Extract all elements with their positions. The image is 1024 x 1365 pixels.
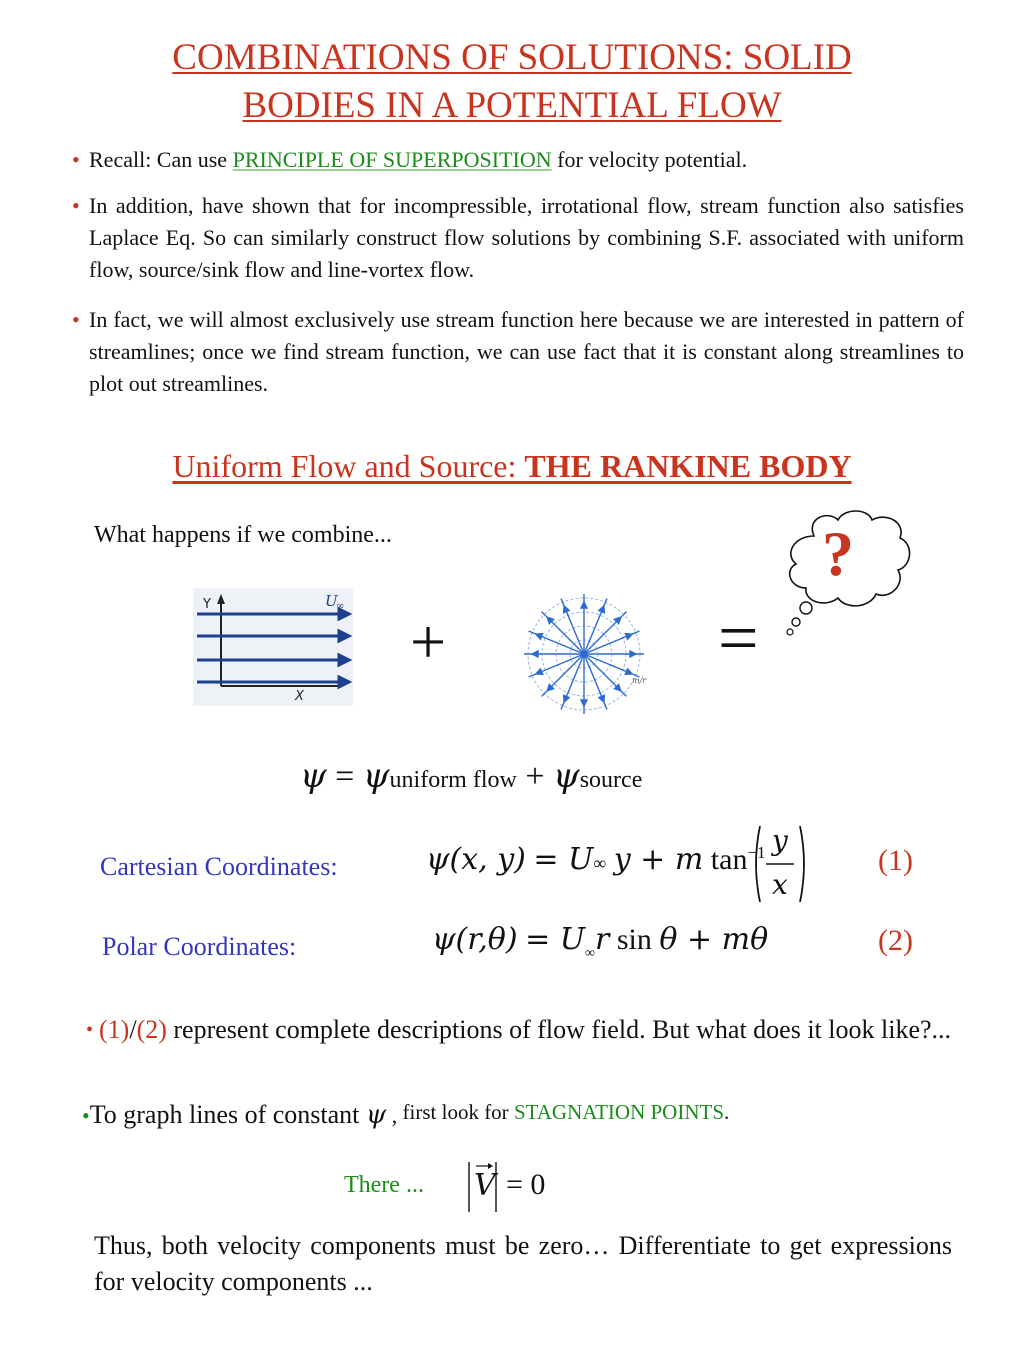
fraction-y-over-x: [752, 822, 808, 906]
fraction-numerator: y: [772, 824, 788, 857]
bullet-dot: •: [72, 307, 80, 332]
title-line-2: BODIES IN A POTENTIAL FLOW: [242, 85, 782, 126]
combine-prompt: What happens if we combine...: [94, 522, 392, 548]
bullet-text-pre: Recall: Can use: [89, 147, 233, 172]
infinity-subscript: ∞: [593, 853, 607, 873]
source-ray-arrowhead: [564, 695, 570, 702]
equals-zero: = 0: [506, 1168, 546, 1201]
fraction-denominator: x: [772, 868, 788, 901]
equals-operator: =: [718, 598, 759, 678]
source-ray-arrowhead: [536, 669, 543, 675]
cartesian-equation: [426, 842, 766, 877]
source-ray-arrowhead: [599, 606, 605, 613]
stagnation-text-post: .: [724, 1100, 730, 1124]
psi-subscript-source: source: [579, 767, 643, 793]
question-mark: ?: [822, 518, 854, 589]
sin-function: sin: [616, 923, 652, 956]
uniform-flow-u-label: U: [325, 592, 338, 610]
superposition-highlight: PRINCIPLE OF SUPERPOSITION: [232, 147, 552, 172]
stagnation-text-mid: first look for: [397, 1100, 514, 1124]
source-ray-arrowhead: [536, 634, 543, 640]
title-line-1: COMBINATIONS OF SOLUTIONS: SOLID: [172, 37, 852, 78]
stagnation-comma: ,: [386, 1103, 398, 1128]
polar-label: Polar Coordinates:: [102, 932, 297, 961]
source-label: m/r: [632, 676, 647, 685]
section-heading-bold: THE RANKINE BODY: [524, 448, 852, 484]
source-ray-arrowhead: [625, 634, 632, 640]
polar-rhs-r: r: [595, 922, 610, 957]
psi-symbol: ψ: [365, 1100, 387, 1130]
velocity-vector: V: [474, 1168, 496, 1203]
bullet-stream-function: [72, 304, 964, 400]
plus-sign: +: [516, 758, 554, 795]
there-label: There ...: [344, 1172, 424, 1198]
uniform-flow-figure: [193, 588, 353, 706]
polar-equation: [432, 922, 769, 961]
infinity-subscript: ∞: [585, 946, 596, 961]
stagnation-highlight: STAGNATION POINTS: [513, 1100, 725, 1124]
cartesian-lhs: ψ(x, y): [426, 842, 526, 877]
psi-subscript-uniform: uniform flow: [389, 767, 517, 793]
ref-equation-1: (1): [99, 1015, 130, 1044]
source-ray-arrowhead: [532, 651, 538, 657]
plus-operator: +: [410, 606, 447, 677]
bullet-dot: •: [82, 1103, 90, 1128]
source-ray-arrowhead: [581, 602, 587, 608]
bullet-dot: •: [72, 193, 80, 218]
ref-slash: /: [129, 1015, 137, 1044]
bullet-descriptions: [86, 1012, 964, 1048]
superposition-equation: [300, 756, 642, 796]
psi-symbol: ψ: [553, 756, 580, 796]
tan-function: tan: [710, 843, 748, 876]
uniform-flow-x-label: X: [295, 689, 304, 704]
ref-equation-2: (2): [136, 1015, 167, 1044]
thought-bubble: [776, 508, 916, 640]
bullet-stream-function-text: In fact, we will almost exclusively use stream function here because we are interested in pattern of streamlines; once we find stream function, we can use fact that it is constant along streamlines to plot out streamlines.: [89, 307, 964, 396]
equation-number-1: (1): [878, 844, 913, 877]
bullet-dot: •: [86, 1019, 94, 1041]
cartesian-rhs-u: = U: [533, 842, 594, 877]
polar-rhs-theta: θ + mθ: [659, 922, 769, 957]
equals-sign: =: [326, 758, 363, 795]
tan-exponent: −1: [747, 843, 766, 862]
bullet-laplace-text: In addition, have shown that for incompressible, irrotational flow, stream function also satisfies Laplace Eq. So can similarly construct flow solutions by combining S.F. associated with uniform flow, source/sink flow and line-vortex flow.: [89, 193, 964, 282]
section-heading-plain: Uniform Flow and Source:: [172, 448, 525, 484]
closing-text: Thus, both velocity components must be zero… Differentiate to get expressions for velocity components ...: [94, 1231, 952, 1296]
source-flow-figure: [520, 588, 652, 720]
source-flow-diagram: [520, 588, 652, 720]
stagnation-text-pre: To graph lines of constant: [89, 1100, 366, 1129]
cartesian-rhs-ym: y + m: [613, 842, 704, 877]
source-ray-arrowhead: [581, 700, 587, 706]
bullet-stagnation: [82, 1100, 729, 1130]
bullet-superposition: [72, 144, 964, 176]
psi-symbol: ψ: [362, 756, 390, 796]
cartesian-label: Cartesian Coordinates:: [100, 852, 338, 881]
page-title: [0, 34, 1024, 130]
uniform-flow-y-label: Y: [203, 597, 211, 612]
velocity-zero-equation: [466, 1158, 562, 1214]
polar-rhs-u: = U: [525, 922, 586, 957]
bullet-laplace: [72, 190, 964, 286]
polar-lhs: ψ(r,θ): [432, 922, 518, 957]
psi-symbol: ψ: [300, 756, 327, 796]
source-ray-arrowhead: [599, 695, 605, 702]
bullet-descriptions-text: represent complete descriptions of flow field. But what does it look like?...: [166, 1015, 952, 1044]
source-ray-arrowhead: [630, 651, 636, 657]
source-ray-arrowhead: [564, 606, 570, 613]
bullet-text-post: for velocity potential.: [551, 147, 748, 172]
uniform-flow-u-sub: ∞: [336, 601, 345, 612]
bullet-dot: •: [72, 147, 80, 172]
source-ray-arrowhead: [625, 669, 632, 675]
uniform-flow-diagram: [193, 588, 353, 706]
section-heading: [0, 448, 1024, 485]
equation-number-2: (2): [878, 924, 913, 957]
